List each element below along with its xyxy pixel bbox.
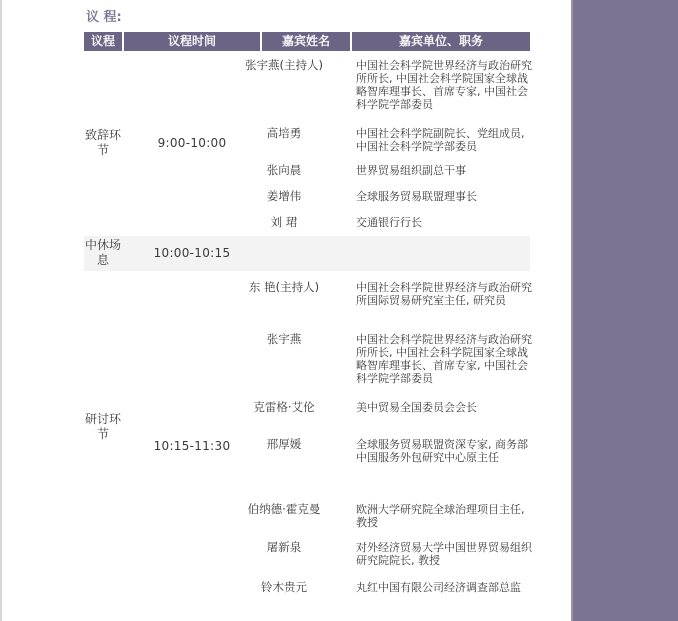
guest-role: 中国社会科学院世界经济与政治研究所国际贸易研究室主任, 研究员 <box>356 281 532 307</box>
guest-role: 中国社会科学院世界经济与政治研究所所长, 中国社会科学院国家全球战略智库理事长、首席专家, 中国社会科学院学部委员 <box>356 59 532 111</box>
guest-role: 世界贸易组织副总干事 <box>356 164 466 177</box>
guest-role: 全球服务贸易联盟理事长 <box>356 190 477 203</box>
session-segment: 致辞环节 <box>84 128 121 157</box>
header-time: 议程时间 <box>124 32 260 51</box>
guest-name: 东 艳(主持人) <box>248 280 320 294</box>
session-time: 9:00-10:00 <box>157 136 227 150</box>
guest-role: 中国社会科学院世界经济与政治研究所所长, 中国社会科学院国家全球战略智库理事长、首席专家, 中国社会科学院学部委员 <box>356 333 532 385</box>
guest-name: 伯纳德·霍克曼 <box>247 502 321 516</box>
session-segment: 中休场息 <box>84 238 121 267</box>
guest-name: 高培勇 <box>266 126 302 140</box>
guest-role: 全球服务贸易联盟资深专家, 商务部中国服务外包研究中心原主任 <box>356 438 528 464</box>
guest-name: 刘 珺 <box>270 215 298 229</box>
page-left-border <box>0 0 2 621</box>
agenda-title: 议 程: <box>86 10 122 25</box>
header-role: 嘉宾单位、职务 <box>352 32 530 51</box>
session-discussion <box>84 271 530 614</box>
session-opening <box>84 51 530 236</box>
guest-role: 美中贸易全国委员会会长 <box>356 401 477 414</box>
guest-role: 交通银行行长 <box>356 216 422 229</box>
session-time: 10:00-10:15 <box>153 246 231 260</box>
guest-name: 张宇燕(主持人) <box>245 58 323 72</box>
session-time: 10:15-11:30 <box>153 439 231 453</box>
guest-role: 对外经济贸易大学中国世界贸易组织研究院院长, 教授 <box>356 541 532 567</box>
header-segment: 议程 <box>84 32 122 51</box>
guest-role: 欧洲大学研究院全球治理项目主任, 教授 <box>356 503 525 529</box>
guest-name: 姜增伟 <box>266 189 302 203</box>
guest-name: 克雷格·艾伦 <box>253 400 315 414</box>
side-panel <box>573 0 678 621</box>
session-segment: 研讨环节 <box>84 412 121 441</box>
table-header-row <box>84 32 530 51</box>
guest-name: 邢厚媛 <box>266 437 302 451</box>
guest-name: 铃木贵元 <box>261 580 307 594</box>
guest-name: 张向晨 <box>266 163 302 177</box>
guest-role: 中国社会科学院副院长、党组成员, 中国社会科学院学部委员 <box>356 127 525 153</box>
guest-role: 丸红中国有限公司经济调查部总监 <box>356 581 521 594</box>
agenda-table <box>84 32 530 614</box>
header-guest: 嘉宾姓名 <box>262 32 350 51</box>
guest-name: 屠新泉 <box>266 540 302 554</box>
guest-name: 张宇燕 <box>266 332 302 346</box>
session-break <box>84 236 530 271</box>
